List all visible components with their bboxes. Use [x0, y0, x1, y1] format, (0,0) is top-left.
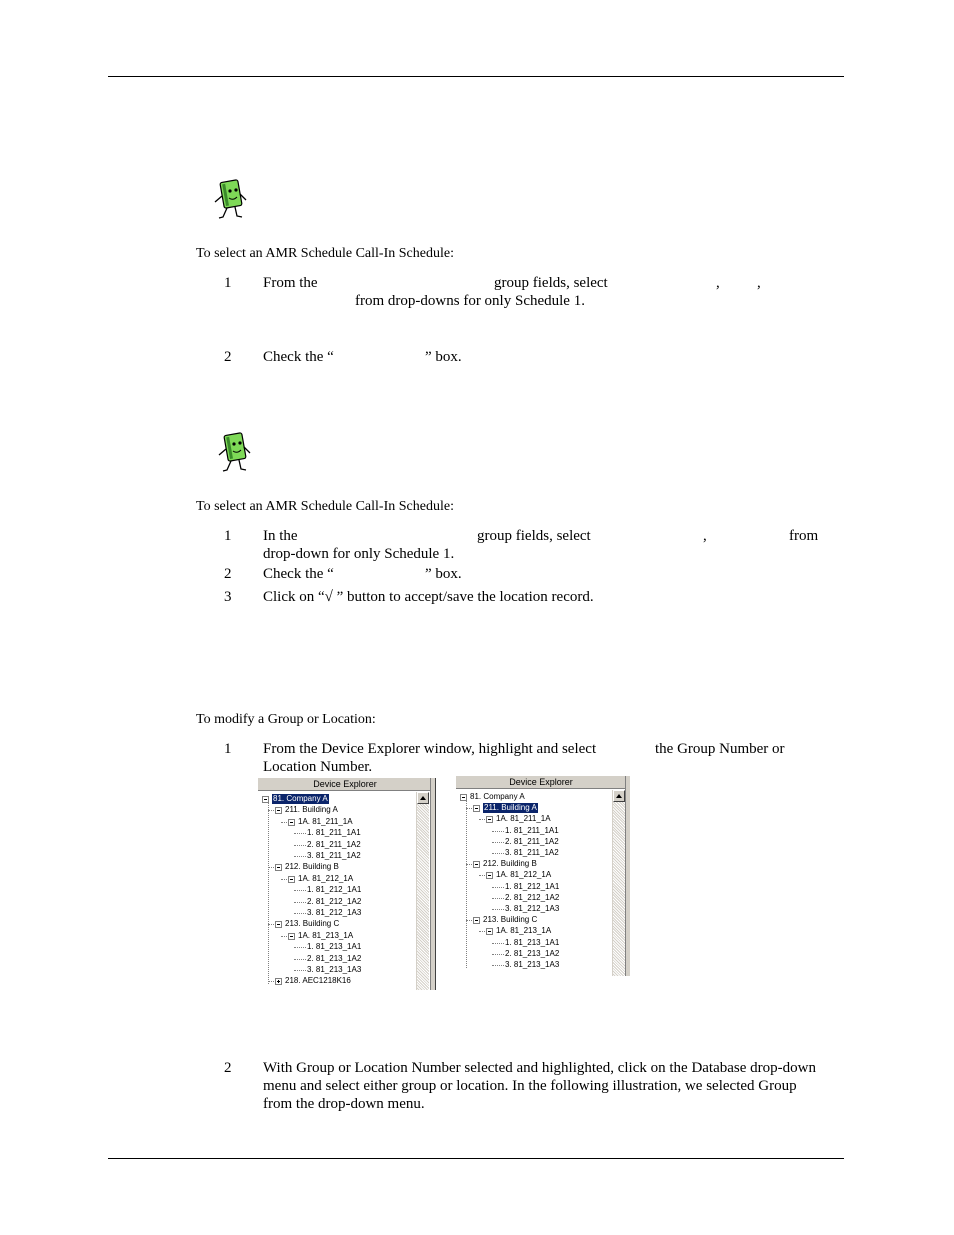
- note-book-icon: [210, 178, 250, 222]
- tree-connector: [294, 845, 306, 846]
- tree-connector: [294, 913, 306, 914]
- step-text: Click on “√ ” button to accept/save the location record.: [263, 589, 594, 605]
- tree-node[interactable]: 1. 81_213_1A1: [505, 937, 560, 947]
- step-text: Check the “: [263, 349, 334, 365]
- tree-node[interactable]: 1. 81_213_1A1: [307, 942, 362, 952]
- tree-connector: [294, 856, 306, 857]
- tree-node[interactable]: 3. 81_212_1A3: [307, 908, 362, 917]
- step-number: 1: [224, 741, 232, 757]
- collapse-icon[interactable]: [288, 876, 295, 883]
- step-number: 2: [224, 1060, 232, 1076]
- tree-node[interactable]: 2. 81_212_1A2: [307, 896, 362, 906]
- tree-connector: [479, 931, 485, 932]
- tree-node[interactable]: 1A. 81_213_1A: [298, 930, 354, 940]
- tree-connector: [281, 936, 287, 937]
- step-text: from drop-downs for only Schedule 1.: [355, 293, 585, 309]
- tree-node[interactable]: 81. Company A: [273, 794, 328, 803]
- step-text: ” box.: [425, 566, 462, 582]
- tree-connector: [492, 965, 504, 966]
- tree-node[interactable]: 2. 81_211_1A2: [307, 839, 361, 849]
- step-text: ,: [703, 528, 707, 544]
- explorer-scrollbar[interactable]: [612, 790, 625, 976]
- collapse-icon[interactable]: [486, 816, 493, 823]
- scroll-up-icon[interactable]: [417, 792, 429, 804]
- tree-guide: [268, 802, 269, 984]
- header-rule: [108, 76, 844, 77]
- step-number: 2: [224, 349, 232, 365]
- tree-guide: [466, 800, 467, 968]
- note-book-icon: [214, 431, 254, 475]
- step-text: from the drop-down menu.: [263, 1096, 425, 1112]
- tree-node[interactable]: 1. 81_212_1A1: [505, 881, 560, 891]
- tree-connector: [294, 959, 306, 960]
- tree-connector: [479, 819, 485, 820]
- step-text: In the: [263, 528, 298, 544]
- collapse-icon[interactable]: [275, 807, 282, 814]
- tree-node[interactable]: 211. Building A: [484, 803, 537, 813]
- tree-connector: [492, 909, 504, 910]
- tree-connector: [492, 831, 504, 832]
- section1-intro: To select an AMR Schedule Call-In Schedule:: [196, 246, 454, 261]
- tree-connector: [492, 954, 504, 955]
- tree-connector: [492, 853, 504, 854]
- tree-node[interactable]: 1A. 81_212_1A: [298, 873, 354, 883]
- step-text: Location Number.: [263, 759, 373, 775]
- tree-connector: [294, 902, 306, 903]
- step-text: Check the “: [263, 566, 334, 582]
- section2-intro: To select an AMR Schedule Call-In Schedule:: [196, 499, 454, 514]
- step-text: With Group or Location Number selected and highlighted, click on the Database drop-down: [263, 1060, 816, 1076]
- step-number: 3: [224, 589, 232, 605]
- tree-node[interactable]: 1A. 81_212_1A: [496, 870, 552, 880]
- tree-node[interactable]: 213. Building C: [483, 915, 538, 925]
- step-text: From the: [263, 275, 318, 291]
- tree-connector: [294, 833, 306, 834]
- step-text: ” box.: [425, 349, 462, 365]
- tree-node[interactable]: 3. 81_212_1A3: [505, 904, 560, 913]
- tree-node[interactable]: 2. 81_213_1A2: [505, 948, 560, 958]
- tree-node[interactable]: 3. 81_213_1A3: [505, 960, 560, 969]
- collapse-icon[interactable]: [473, 861, 480, 868]
- tree-node[interactable]: 2. 81_212_1A2: [505, 892, 560, 902]
- collapse-icon[interactable]: [473, 917, 480, 924]
- tree-node[interactable]: 3. 81_213_1A3: [307, 965, 362, 974]
- device-explorer-before[interactable]: [258, 778, 436, 990]
- scroll-up-icon[interactable]: [613, 790, 625, 802]
- step-number: 1: [224, 528, 232, 544]
- step-number: 2: [224, 566, 232, 582]
- explorer-scrollbar[interactable]: [416, 792, 429, 990]
- tree-connector: [492, 898, 504, 899]
- collapse-icon[interactable]: [275, 921, 282, 928]
- scroll-track[interactable]: [417, 804, 429, 990]
- footer-rule: [108, 1158, 844, 1159]
- collapse-icon[interactable]: [486, 928, 493, 935]
- tree-node[interactable]: 1A. 81_211_1A: [496, 814, 551, 824]
- tree-node[interactable]: 212. Building B: [483, 859, 537, 869]
- tree-node[interactable]: 2. 81_213_1A2: [307, 953, 362, 963]
- tree-node[interactable]: 3. 81_211_1A2: [307, 851, 361, 860]
- tree-connector: [492, 842, 504, 843]
- collapse-icon[interactable]: [473, 805, 480, 812]
- tree-node[interactable]: 81. Company A: [470, 792, 525, 801]
- device-explorer-after[interactable]: [456, 776, 630, 976]
- step-text: From the Device Explorer window, highlight and select: [263, 741, 597, 757]
- tree-node[interactable]: 1. 81_211_1A1: [505, 825, 559, 835]
- tree-connector: [281, 879, 287, 880]
- tree-node[interactable]: 1. 81_211_1A1: [307, 828, 361, 838]
- step-text: ,: [757, 275, 761, 291]
- collapse-icon[interactable]: [288, 819, 295, 826]
- step-text: drop-down for only Schedule 1.: [263, 546, 455, 562]
- section3-intro: To modify a Group or Location:: [196, 712, 376, 727]
- explorer-title: Device Explorer: [258, 778, 432, 791]
- tree-node[interactable]: 212. Building B: [285, 862, 339, 872]
- panel-splitter[interactable]: [430, 778, 436, 990]
- tree-connector: [492, 887, 504, 888]
- tree-connector: [281, 822, 287, 823]
- step-text: group fields, select: [494, 275, 608, 291]
- step-text: the Group Number or: [655, 741, 785, 757]
- tree-connector: [294, 890, 306, 891]
- step-number: 1: [224, 275, 232, 291]
- tree-node[interactable]: 3. 81_211_1A2: [505, 848, 559, 857]
- scroll-track[interactable]: [613, 802, 625, 976]
- tree-connector: [492, 943, 504, 944]
- panel-splitter[interactable]: [625, 776, 630, 976]
- tree-node[interactable]: 2. 81_211_1A2: [505, 836, 559, 846]
- step-text: from: [789, 528, 819, 544]
- expand-icon[interactable]: [275, 978, 282, 985]
- collapse-icon[interactable]: [288, 933, 295, 940]
- step-text: ,: [716, 275, 720, 291]
- tree-node[interactable]: 1. 81_212_1A1: [307, 885, 362, 895]
- tree-node[interactable]: 213. Building C: [285, 919, 340, 929]
- tree-connector: [294, 970, 306, 971]
- step-text: menu and select either group or location. In the following illustration, we selected Group: [263, 1078, 797, 1094]
- step-text: group fields, select: [477, 528, 591, 544]
- tree-node[interactable]: 1A. 81_211_1A: [298, 816, 353, 826]
- collapse-icon[interactable]: [486, 872, 493, 879]
- collapse-icon[interactable]: [275, 864, 282, 871]
- tree-node[interactable]: 1A. 81_213_1A: [496, 926, 552, 936]
- explorer-title: Device Explorer: [456, 776, 626, 789]
- tree-node[interactable]: 211. Building A: [285, 805, 338, 815]
- tree-node[interactable]: 218. AEC1218K16: [285, 976, 351, 986]
- tree-connector: [479, 875, 485, 876]
- tree-connector: [294, 947, 306, 948]
